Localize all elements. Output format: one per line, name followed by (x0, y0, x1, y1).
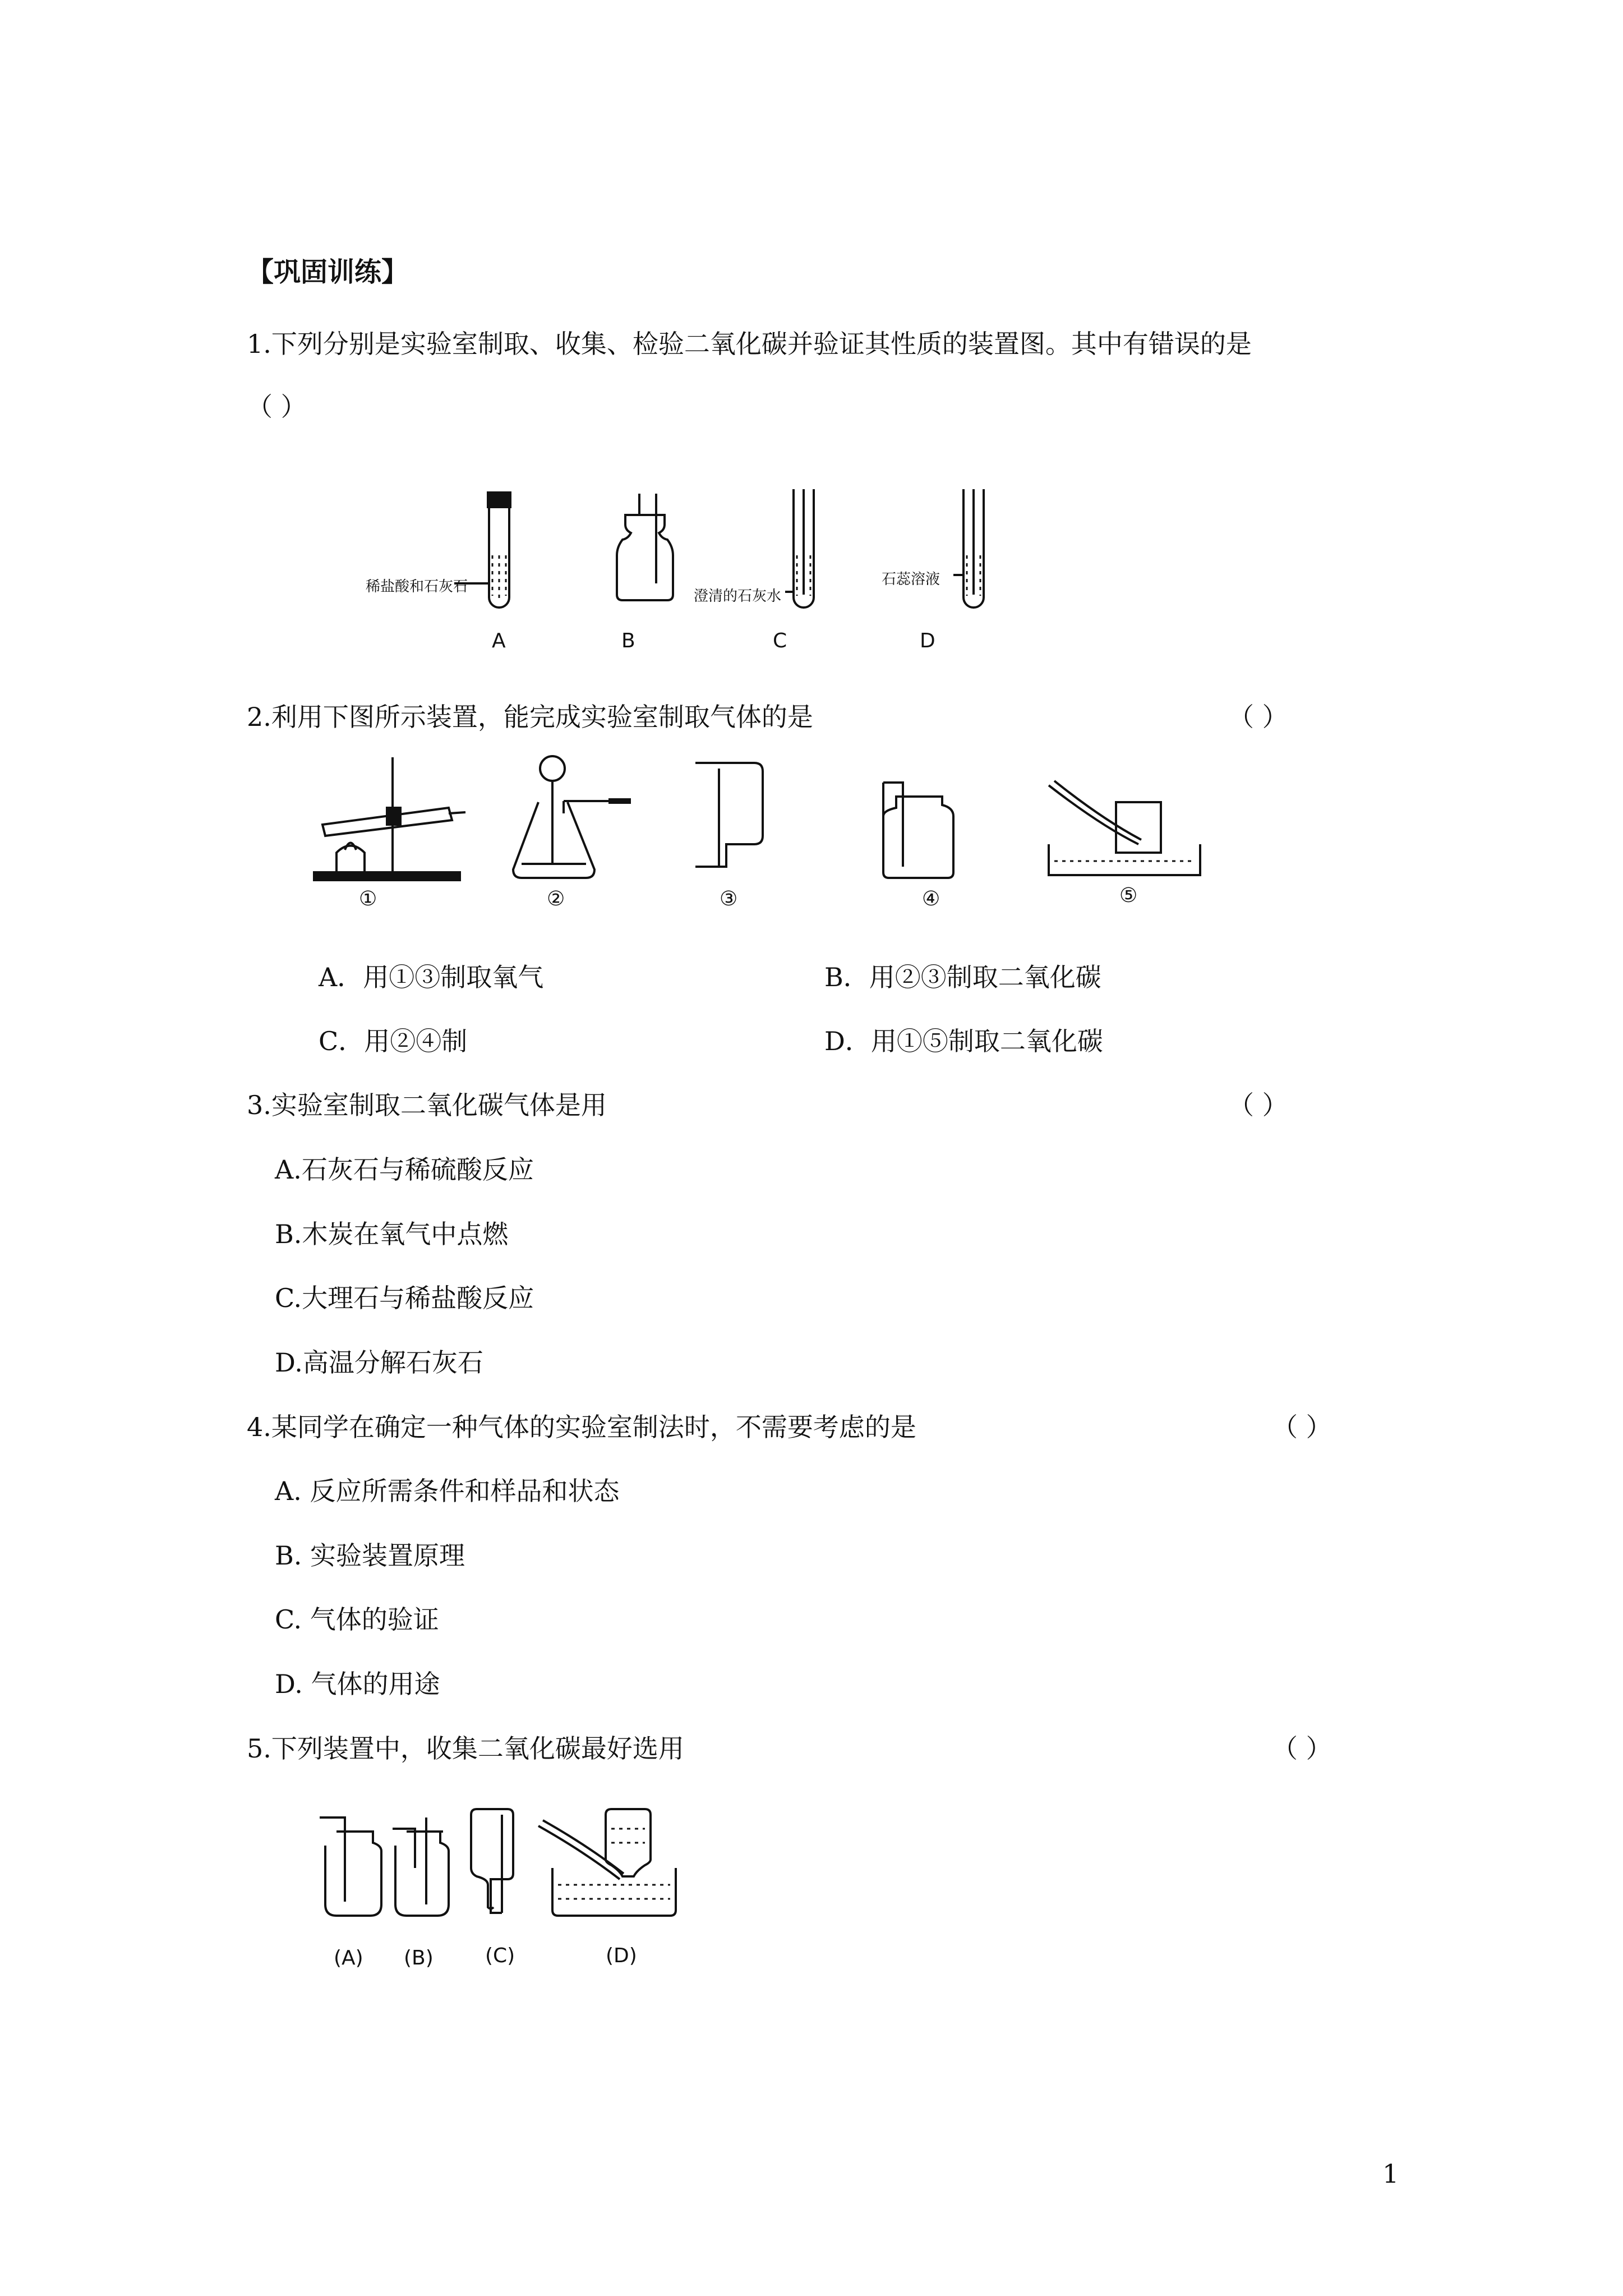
q2-answer-paren: （ ） (1228, 702, 1288, 732)
q2-option-c: C．用②④制 (319, 1026, 468, 1056)
q1-stem-line1: 1.下列分别是实验室制取、收集、检验二氧化碳并验证其性质的装置图。其中有错误的是 (247, 329, 1252, 359)
q3-stem: 3.实验室制取二氧化碳气体是用 (247, 1090, 607, 1120)
q4-option-c: C. 气体的验证 (275, 1604, 439, 1635)
q3-option-a: A.石灰石与稀硫酸反应 (275, 1154, 534, 1185)
fig-label-a: (A) (334, 1947, 363, 1970)
bottle-a-tube (320, 1818, 345, 1902)
section-title: 【巩固训练】 (247, 256, 409, 288)
q4-option-d: D. 气体的用途 (275, 1669, 440, 1699)
bottle-a (325, 1832, 381, 1916)
q4-option-b: B. 实验装置原理 (275, 1540, 465, 1571)
q3-option-c: C.大理石与稀盐酸反应 (275, 1283, 534, 1313)
q4-answer-paren: （ ） (1272, 1412, 1332, 1442)
page-number: 1 (1382, 2159, 1399, 2189)
fig-letter-b: B (621, 629, 635, 652)
q5-stem: 5.下列装置中，收集二氧化碳最好选用 (247, 1733, 684, 1764)
q3-option-d: D.高温分解石灰石 (275, 1347, 483, 1378)
q2-stem: 2.利用下图所示装置，能完成实验室制取气体的是 (247, 702, 813, 732)
label-litmus: 石蕊溶液 (882, 571, 940, 588)
q4-stem: 4.某同学在确定一种气体的实验室制法时，不需要考虑的是 (247, 1412, 916, 1442)
label-limewater: 澄清的石灰水 (694, 588, 782, 605)
fig-label-3: ③ (720, 887, 738, 910)
q2-option-d: D．用①⑤制取二氧化碳 (824, 1026, 1103, 1056)
fig-label-5: ⑤ (1119, 884, 1138, 907)
q4-option-a: A. 反应所需条件和样品和状态 (275, 1476, 620, 1506)
q3-option-b: B.木炭在氧气中点燃 (275, 1219, 509, 1249)
fig-letter-d: D (920, 629, 935, 652)
fig-letter-a: A (492, 629, 506, 652)
q2-option-a: A．用①③制取氧气 (319, 962, 544, 992)
fig-label-4: ④ (922, 887, 940, 910)
q2-option-b: B．用②③制取二氧化碳 (824, 962, 1101, 992)
fig-label-d: (D) (606, 1944, 637, 1967)
q5-answer-paren: （ ） (1272, 1733, 1332, 1764)
q3-answer-paren: （ ） (1228, 1090, 1288, 1120)
fig-label-c: (C) (485, 1944, 515, 1967)
bottle-b (395, 1832, 449, 1916)
q1-answer-paren: （ ） (247, 392, 307, 422)
fig-label-1: ① (359, 887, 377, 910)
fig-letter-c: C (773, 629, 787, 652)
bottle-c (477, 1809, 513, 1913)
fig-label-2: ② (547, 887, 565, 910)
fig-label-b: (B) (404, 1947, 434, 1970)
label-hydrochloric-limestone: 稀盐酸和石灰石 (366, 578, 468, 595)
